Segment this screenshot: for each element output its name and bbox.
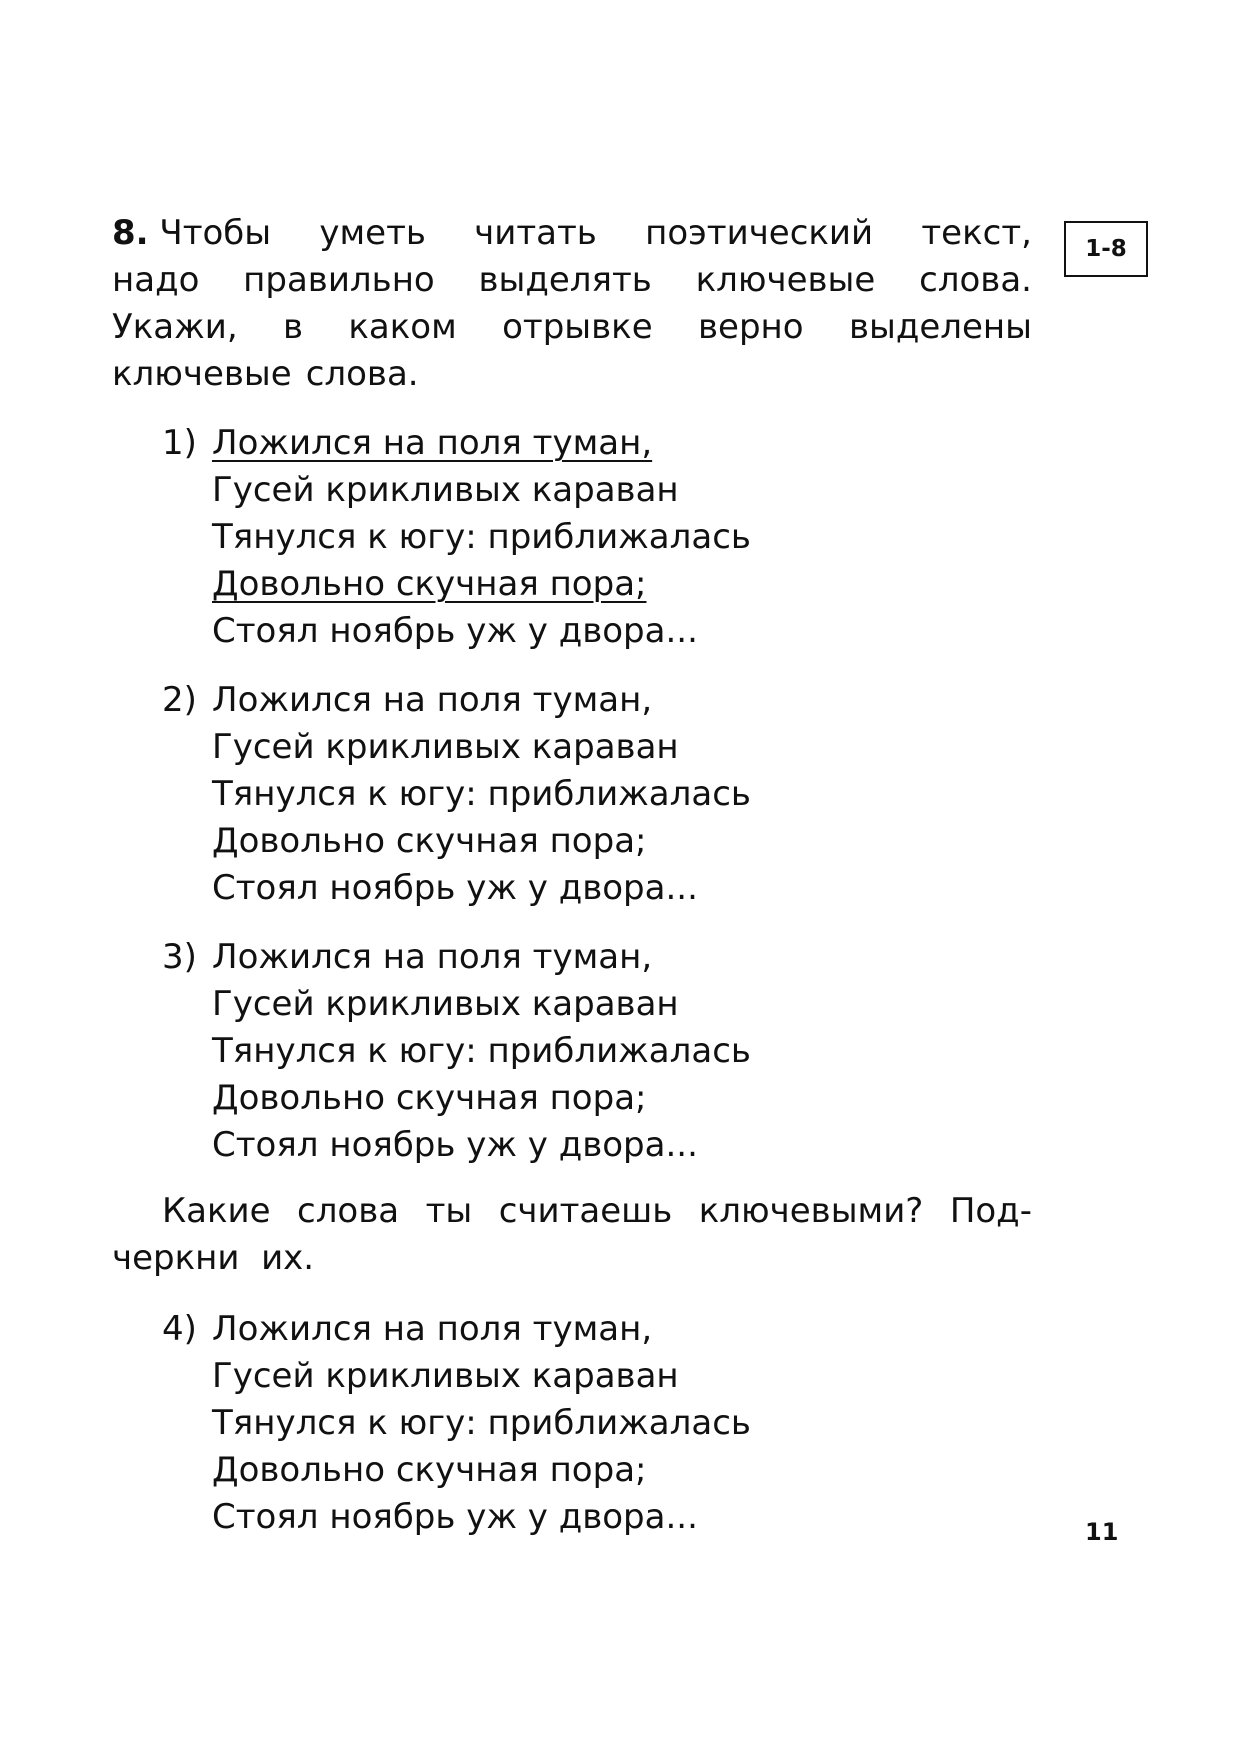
option-marker: 2) [162, 680, 197, 720]
question-word: слова [297, 1191, 400, 1231]
poem-line: Гусей крикливых караван [212, 1356, 679, 1396]
option-4 [162, 1306, 962, 1541]
question-word: ключевыми? [698, 1191, 924, 1231]
task-word: Чтобы [159, 213, 272, 253]
poem-line: Ложился на поля туман, [212, 1309, 653, 1349]
task-word: слова. [919, 260, 1032, 300]
option-2 [162, 677, 962, 912]
task-line-1 [112, 210, 1032, 257]
poem-row [162, 1306, 962, 1353]
poem-row [162, 724, 962, 771]
task-word: надо [112, 260, 200, 300]
task-statement [112, 210, 1032, 398]
task-word: выделять [478, 260, 652, 300]
question-line-1 [112, 1188, 1032, 1235]
option-marker: 4) [162, 1309, 197, 1349]
task-word: ключевые [112, 354, 292, 394]
poem-row [162, 1028, 962, 1075]
poem-line: Стоял ноябрь уж у двора... [212, 868, 698, 908]
poem-row [162, 1075, 962, 1122]
option-1 [162, 420, 962, 655]
poem-row [162, 865, 962, 912]
task-word: Укажи, [112, 307, 238, 347]
task-code-box [1064, 221, 1148, 277]
poem-row [162, 1400, 962, 1447]
task-word: читать [474, 213, 597, 253]
task-number: 8. [112, 213, 149, 253]
poem-line: Гусей крикливых караван [212, 984, 679, 1024]
task-word: правильно [243, 260, 435, 300]
poem-line: Тянулся к югу: приближалась [212, 1031, 751, 1071]
option-marker: 3) [162, 937, 197, 977]
task-word: текст, [921, 213, 1032, 253]
poem-row [162, 818, 962, 865]
poem-line: Стоял ноябрь уж у двора... [212, 1497, 698, 1537]
task-line-4 [112, 351, 1032, 398]
question-word: ты [425, 1191, 473, 1231]
poem-line: Гусей крикливых караван [212, 470, 679, 510]
poem-row [162, 981, 962, 1028]
task-word: уметь [319, 213, 426, 253]
task-word: поэтический [645, 213, 874, 253]
task-word: верно [698, 307, 804, 347]
poem-line-underlined: Довольно скучная пора; [212, 564, 647, 604]
poem-line: Ложился на поля туман, [212, 680, 653, 720]
task-line-3 [112, 304, 1032, 351]
poem-row [162, 1447, 962, 1494]
poem-line: Довольно скучная пора; [212, 1078, 647, 1118]
task-code: 1-8 [1085, 236, 1127, 262]
poem-line: Стоял ноябрь уж у двора... [212, 1125, 698, 1165]
poem-line: Довольно скучная пора; [212, 821, 647, 861]
question-line-2: черкни их. [112, 1238, 315, 1278]
option-marker: 1) [162, 423, 197, 463]
poem-row [162, 561, 962, 608]
task-word: в [282, 307, 304, 347]
page-number: 11 [1085, 1518, 1119, 1546]
poem-line: Гусей крикливых караван [212, 727, 679, 767]
poem-row [162, 420, 962, 467]
task-line-2 [112, 257, 1032, 304]
poem-line: Ложился на поля туман, [212, 937, 653, 977]
poem-row [162, 677, 962, 724]
poem-row [162, 1122, 962, 1169]
poem-line: Стоял ноябрь уж у двора... [212, 611, 698, 651]
poem-row [162, 934, 962, 981]
poem-row [162, 608, 962, 655]
question-word: Под- [949, 1191, 1032, 1231]
task-word: слова. [305, 354, 419, 394]
follow-up-question [112, 1188, 1032, 1282]
poem-line: Тянулся к югу: приближалась [212, 517, 751, 557]
question-word: считаешь [498, 1191, 673, 1231]
poem-line: Довольно скучная пора; [212, 1450, 647, 1490]
poem-row [162, 771, 962, 818]
option-3 [162, 934, 962, 1169]
task-word: ключевые [695, 260, 876, 300]
poem-row [162, 1353, 962, 1400]
question-word: Какие [162, 1191, 271, 1231]
poem-line-underlined: Ложился на поля туман, [212, 423, 653, 463]
poem-row [162, 467, 962, 514]
task-word: отрывке [502, 307, 653, 347]
task-word: выделены [848, 307, 1032, 347]
poem-row [162, 514, 962, 561]
poem-row [162, 1494, 962, 1541]
poem-line: Тянулся к югу: приближалась [212, 774, 751, 814]
poem-line: Тянулся к югу: приближалась [212, 1403, 751, 1443]
task-word: каком [348, 307, 457, 347]
